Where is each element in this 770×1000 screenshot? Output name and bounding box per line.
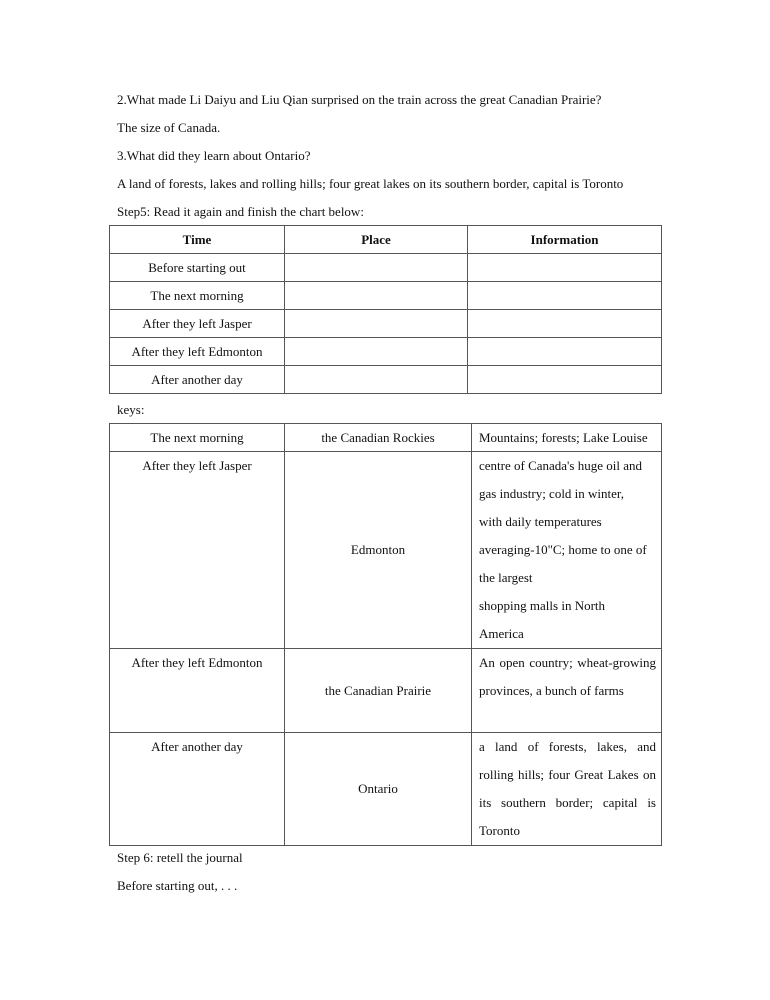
information-cell[interactable] bbox=[468, 282, 662, 310]
answer-2: The size of Canada. bbox=[117, 120, 221, 135]
information-cell[interactable] bbox=[468, 338, 662, 366]
table-row bbox=[110, 338, 662, 366]
time-cell: After another day bbox=[110, 366, 285, 394]
keys-label: keys: bbox=[117, 402, 145, 417]
place-cell[interactable] bbox=[285, 338, 468, 366]
place-cell: the Canadian Rockies bbox=[285, 424, 472, 452]
table-row bbox=[110, 424, 662, 452]
time-cell: After they left Edmonton bbox=[110, 338, 285, 366]
chart-table-header bbox=[110, 226, 662, 254]
step6-instruction: Step 6: retell the journal bbox=[117, 850, 243, 865]
information-cell[interactable] bbox=[468, 310, 662, 338]
place-cell: the Canadian Prairie bbox=[285, 649, 472, 733]
info-line: with daily temperatures bbox=[479, 514, 602, 529]
info-line: averaging-10"C; home to one of bbox=[479, 542, 647, 557]
header-information: Information bbox=[468, 226, 662, 254]
time-cell: Before starting out bbox=[110, 254, 285, 282]
place-cell[interactable] bbox=[285, 254, 468, 282]
information-cell: a land of forests, lakes, and rolling hills; four Great Lakes on its southern border; capital is Toronto bbox=[472, 733, 662, 846]
table-row bbox=[110, 282, 662, 310]
time-cell: The next morning bbox=[110, 424, 285, 452]
information-cell[interactable] bbox=[468, 366, 662, 394]
table-row bbox=[110, 254, 662, 282]
place-cell[interactable] bbox=[285, 310, 468, 338]
information-cell: An open country; wheat-growing provinces, a bunch of farms bbox=[472, 649, 662, 733]
table-row bbox=[110, 649, 662, 733]
place-cell: Edmonton bbox=[285, 452, 472, 649]
information-cell bbox=[472, 452, 662, 649]
header-time: Time bbox=[110, 226, 285, 254]
answer-3: A land of forests, lakes and rolling hills; four great lakes on its southern border, capital is Toronto bbox=[117, 176, 624, 191]
chart-table bbox=[109, 225, 662, 394]
table-row bbox=[110, 366, 662, 394]
info-line: centre of Canada's huge oil and bbox=[479, 458, 642, 473]
time-cell: After another day bbox=[110, 733, 285, 846]
question-2: 2.What made Li Daiyu and Liu Qian surprised on the train across the great Canadian Prairie? bbox=[117, 92, 602, 107]
retell-start: Before starting out, . . . bbox=[117, 878, 238, 893]
information-cell[interactable] bbox=[468, 254, 662, 282]
info-line: the largest bbox=[479, 570, 533, 585]
header-place: Place bbox=[285, 226, 468, 254]
keys-table bbox=[109, 423, 662, 846]
place-cell: Ontario bbox=[285, 733, 472, 846]
place-cell[interactable] bbox=[285, 282, 468, 310]
table-row bbox=[110, 733, 662, 846]
info-line: America bbox=[479, 626, 524, 641]
time-cell: After they left Jasper bbox=[110, 452, 285, 649]
time-cell: After they left Edmonton bbox=[110, 649, 285, 733]
time-cell: After they left Jasper bbox=[110, 310, 285, 338]
information-cell: Mountains; forests; Lake Louise bbox=[472, 424, 662, 452]
info-line: gas industry; cold in winter, bbox=[479, 486, 624, 501]
table-row bbox=[110, 452, 662, 649]
step5-instruction: Step5: Read it again and finish the chart below: bbox=[117, 204, 364, 219]
time-cell: The next morning bbox=[110, 282, 285, 310]
table-row bbox=[110, 310, 662, 338]
question-3: 3.What did they learn about Ontario? bbox=[117, 148, 311, 163]
info-line: shopping malls in North bbox=[479, 598, 606, 613]
place-cell[interactable] bbox=[285, 366, 468, 394]
